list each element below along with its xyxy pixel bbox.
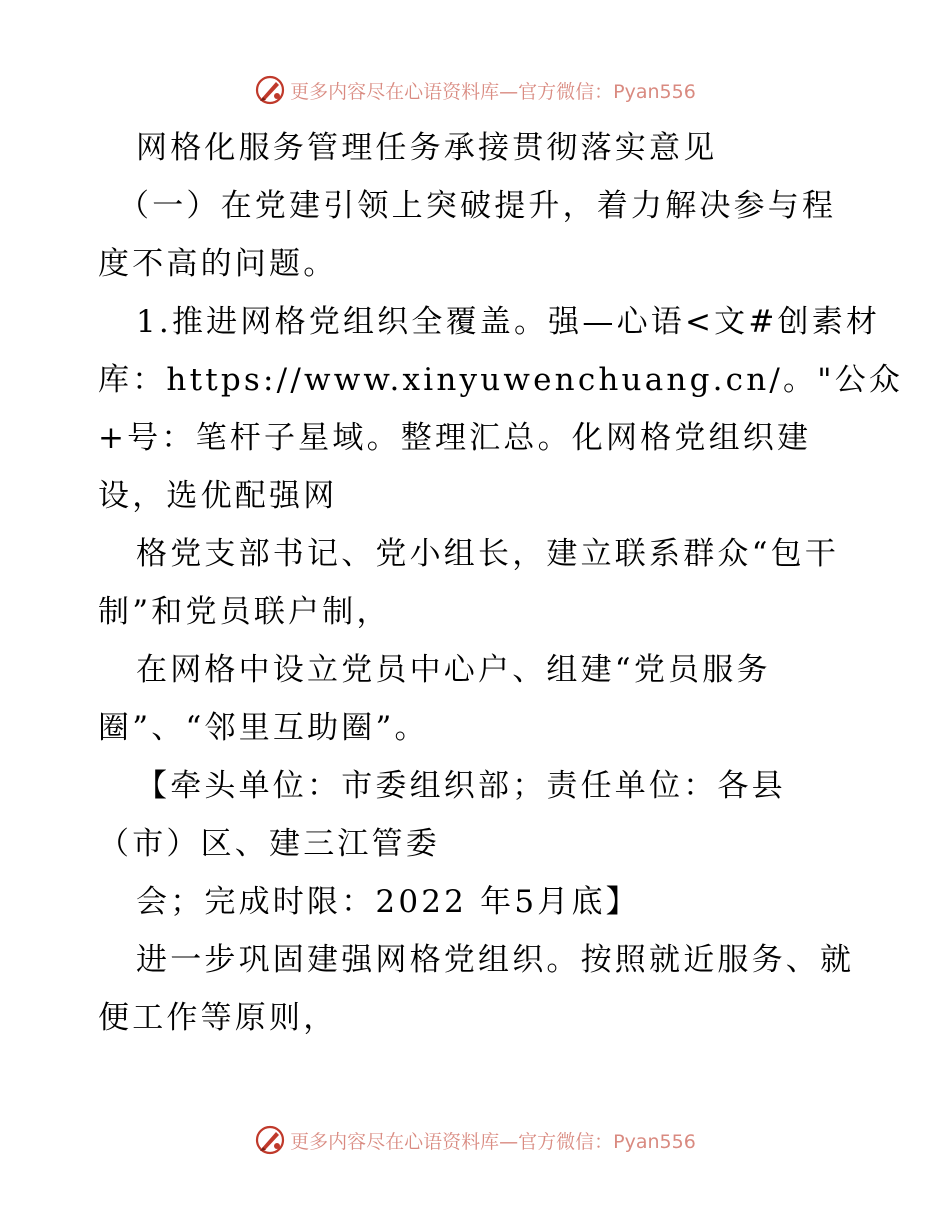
responsibility-note: （市）区、建三江管委	[98, 826, 440, 862]
responsibility-note: 【牵头单位：市委组织部；责任单位：各县	[136, 768, 786, 804]
paragraph-line: 格党支部书记、党小组长，建立联系群众“包干	[136, 536, 840, 572]
responsibility-note: 会；完成时限：2022 年5月底】	[136, 884, 640, 920]
watermark-text: 更多内容尽在心语资料库—官方微信：Pyan556	[290, 80, 696, 103]
watermark-banner-top	[0, 70, 950, 110]
quill-pen-logo-icon	[254, 74, 286, 106]
quill-pen-logo-icon	[254, 1124, 286, 1156]
paragraph-line: 度不高的问题。	[98, 246, 338, 282]
paragraph-line: 在网格中设立党员中心户、组建“党员服务	[136, 652, 771, 688]
paragraph-line: 圈”、“邻里互助圈”。	[98, 710, 429, 746]
paragraph-line: +号：笔杆子星域。整理汇总。化网格党组织建	[98, 420, 812, 456]
paragraph-line: 进一步巩固建强网格党组织。按照就近服务、就	[136, 942, 855, 978]
paragraph-line: 制”和党员联户制，	[98, 594, 391, 630]
section-heading: （一）在党建引领上突破提升，着力解决参与程	[118, 188, 837, 224]
paragraph-line: 库：https://www.xinyuwenchuang.cn/。"公众	[98, 362, 904, 398]
document-title: 网格化服务管理任务承接贯彻落实意见	[136, 130, 718, 166]
watermark-text: 更多内容尽在心语资料库—官方微信：Pyan556	[290, 1130, 696, 1153]
paragraph-line: 设，选优配强网	[98, 478, 338, 514]
item-heading: 1.推进网格党组织全覆盖。强—心语<文#创素材	[136, 304, 881, 340]
paragraph-line: 便工作等原则，	[98, 1000, 338, 1036]
watermark-banner-bottom	[0, 1120, 950, 1160]
